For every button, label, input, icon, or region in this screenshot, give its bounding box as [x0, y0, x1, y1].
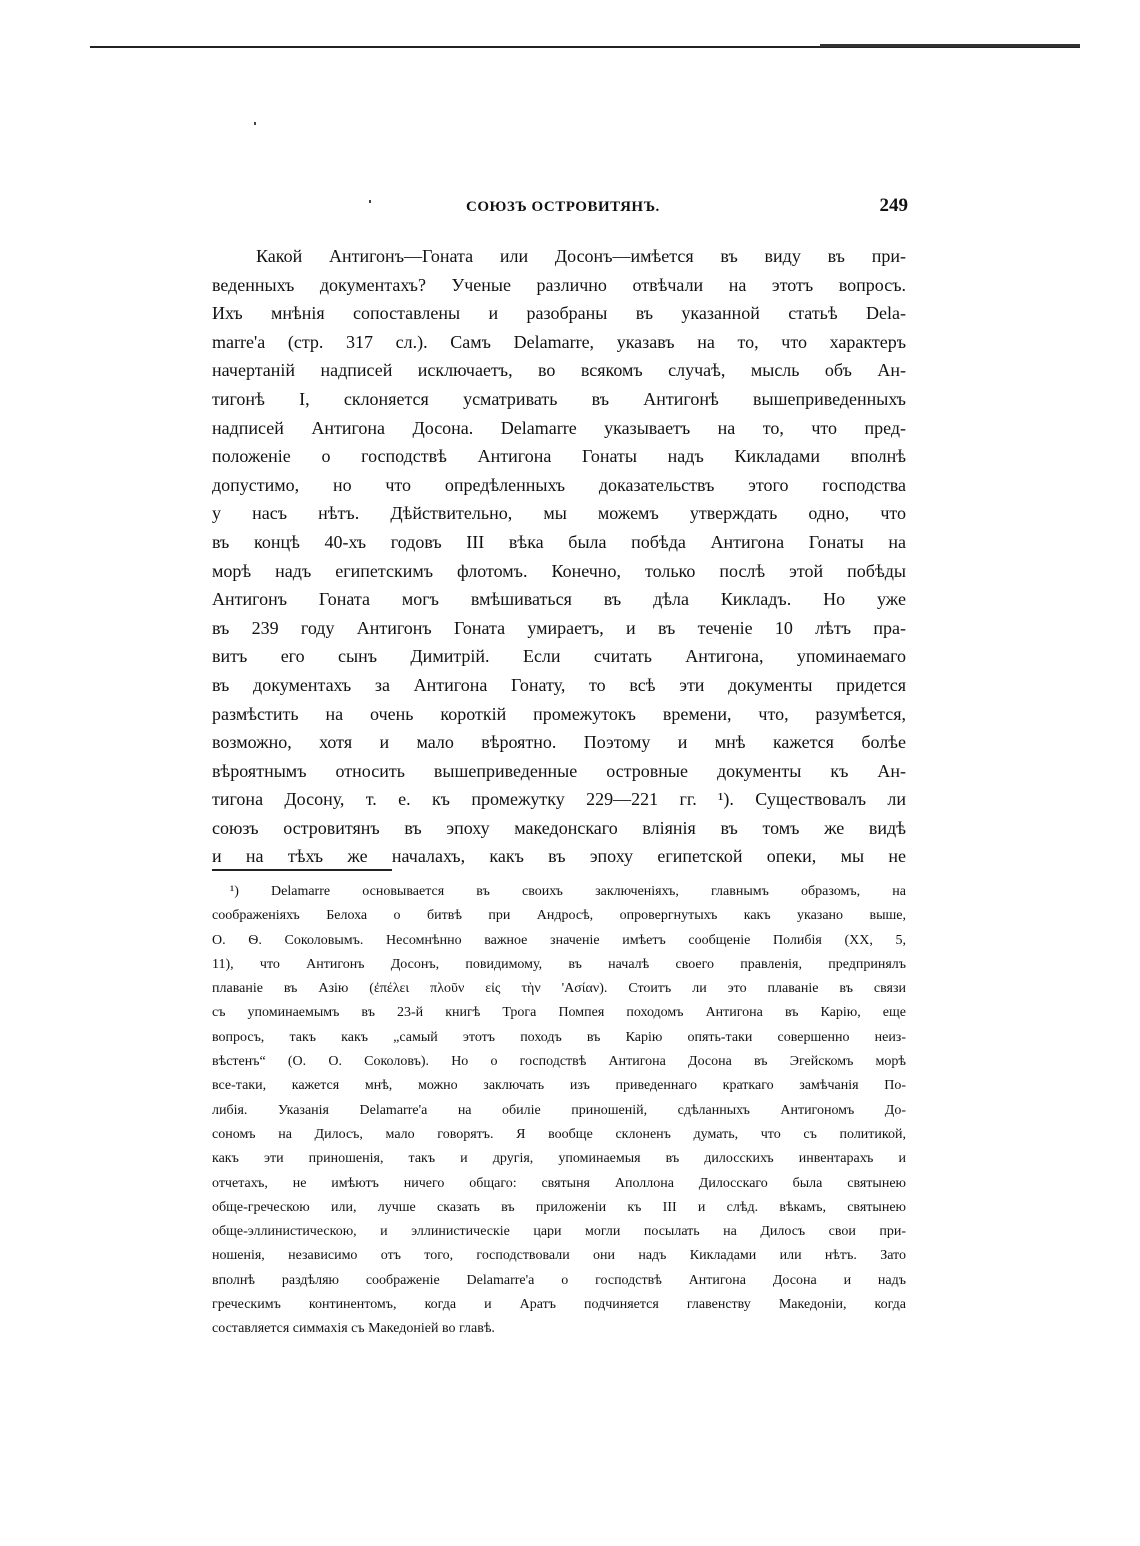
text-line: marre'а (стр. 317 сл.). Самъ Delamarre, указавъ на то, что характеръ	[212, 331, 906, 352]
running-head	[212, 195, 908, 221]
text-line: Какой Антигонъ—Гоната или Досонъ—имѣется въ виду въ при-	[256, 246, 906, 266]
footnote-line: какъ эти приношенія, такъ и другія, упоминаемыя въ дилосскихъ инвентарахъ и	[212, 1151, 906, 1167]
text-line: витъ его сынъ Димитрій. Если считать Антигона, упоминаемаго	[212, 646, 906, 667]
text-line: въ документахъ за Антигона Гонату, то всѣ эти документы придется	[212, 674, 906, 695]
text-line: положеніе о господствѣ Антигона Гонаты надъ Кикладами вполнѣ	[212, 446, 906, 467]
text-line: у насъ нѣтъ. Дѣйствительно, мы можемъ утверждать одно, что	[212, 503, 906, 524]
text-line: и на тѣхъ же началахъ, какъ въ эпоху египетской опеки, мы не	[212, 846, 906, 867]
page-number: 249	[879, 195, 908, 216]
text-line: веденныхъ документахъ? Ученые различно отвѣчали на этотъ вопросъ.	[212, 274, 906, 295]
footnote-line: либія. Указанія Delamarre'а на обиліе приношеній, сдѣланныхъ Антигономъ До-	[212, 1102, 906, 1118]
footnote-line: О. Ѳ. Соколовымъ. Несомнѣнно важное значеніе имѣетъ сообщеніе Полибія (XX, 5,	[212, 932, 906, 948]
footnote-line: плаваніе въ Азію (ἐπέλει πλοῦν εἰς τὴν 'Ασίαν). Стоитъ ли это плаваніе въ связи	[212, 981, 906, 997]
footnote-line: все-таки, кажется мнѣ, можно заключать изъ приведеннаго краткаго замѣчанія По-	[212, 1078, 906, 1094]
text-line: въ концѣ 40-хъ годовъ III вѣка была побѣда Антигона Гонаты на	[212, 531, 906, 552]
main-text-body	[212, 242, 906, 871]
footnote-line: ¹) Delamarre основывается въ своихъ заключеніяхъ, главнымъ образомъ, на	[230, 884, 906, 899]
text-line: Антигонъ Гоната могъ вмѣшиваться въ дѣла Кикладъ. Но уже	[212, 589, 906, 610]
text-line: возможно, хотя и мало вѣроятно. Поэтому и мнѣ кажется болѣе	[212, 732, 906, 753]
print-speck	[254, 122, 256, 125]
text-line: надписей Антигона Досона. Delamarre указываетъ на то, что пред-	[212, 417, 906, 438]
footnote-line: обще-греческою или, лучше сказать въ приложеніи къ III и слѣд. вѣкамъ, святынею	[212, 1199, 906, 1215]
footnote-line: греческимъ континентомъ, когда и Аратъ подчиняется главенству Македоніи, когда	[212, 1297, 906, 1313]
text-line: морѣ надъ египетскимъ флотомъ. Конечно, только послѣ этой побѣды	[212, 560, 906, 581]
footnote-line: сономъ на Дилосъ, мало говорятъ. Я вообще склоненъ думать, что съ политикой,	[212, 1126, 906, 1142]
footnote-line: вполнѣ раздѣляю соображеніе Delamarre'а о господствѣ Антигона Досона и надъ	[212, 1272, 906, 1288]
footnote-line: вопросъ, такъ какъ „самый этотъ походъ въ Карію опять-таки совершенно неиз-	[212, 1029, 906, 1045]
running-title: СОЮЗЪ ОСТРОВИТЯНЪ.	[466, 199, 660, 215]
text-line: допустимо, но что опредѣленныхъ доказательствъ этого господства	[212, 474, 906, 495]
footnote-line: ношенія, независимо отъ того, господствовали они надъ Кикладами или нѣтъ. Зато	[212, 1248, 906, 1264]
footnote-line: вѣстенъ“ (О. О. Соколовъ). Но о господствѣ Антигона Досона въ Эгейскомъ морѣ	[212, 1054, 906, 1070]
footnote-line: составляется симмахія съ Македоніей во главѣ.	[212, 1321, 495, 1337]
text-line: начертаній надписей исключаетъ, во всякомъ случаѣ, мысль объ Ан-	[212, 360, 906, 381]
footnote-line: съ упоминаемымъ въ 23-й книгѣ Трога Помпея походомъ Антигона въ Карію, еще	[212, 1005, 906, 1021]
top-border-rule-thick	[820, 44, 1080, 47]
text-line: Ихъ мнѣнія сопоставлены и разобраны въ указанной статьѣ Dela-	[212, 303, 906, 324]
footnote-line: соображеніяхъ Белоха о битвѣ при Андросѣ, опровергнутыхъ какъ указано выше,	[212, 908, 906, 924]
footnote-rule	[212, 869, 392, 871]
footnote-line: обще-эллинистическою, и эллинистическіе цари могли посылать на Дилосъ свои при-	[212, 1224, 906, 1240]
text-line: тигонѣ I, склоняется усматривать въ Антигонѣ вышеприведенныхъ	[212, 388, 906, 409]
text-line: союзъ островитянъ въ эпоху македонскаго вліянія въ томъ же видѣ	[212, 817, 906, 838]
text-line: въ 239 году Антигонъ Гоната умираетъ, и въ теченіе 10 лѣтъ пра-	[212, 617, 906, 638]
text-line: тигона Досону, т. е. къ промежутку 229—221 гг. ¹). Существовалъ ли	[212, 789, 906, 810]
text-line: вѣроятнымъ относить вышеприведенные островные документы къ Ан-	[212, 760, 906, 781]
footnote-line: отчетахъ, не имѣютъ ничего общаго: святыня Аполлона Дилосскаго была святынею	[212, 1175, 906, 1191]
footnote-block	[212, 880, 906, 1342]
text-line: размѣстить на очень короткій промежутокъ времени, что, разумѣется,	[212, 703, 906, 724]
footnote-line: 11), что Антигонъ Досонъ, повидимому, въ началѣ своего правленія, предпринялъ	[212, 956, 906, 972]
